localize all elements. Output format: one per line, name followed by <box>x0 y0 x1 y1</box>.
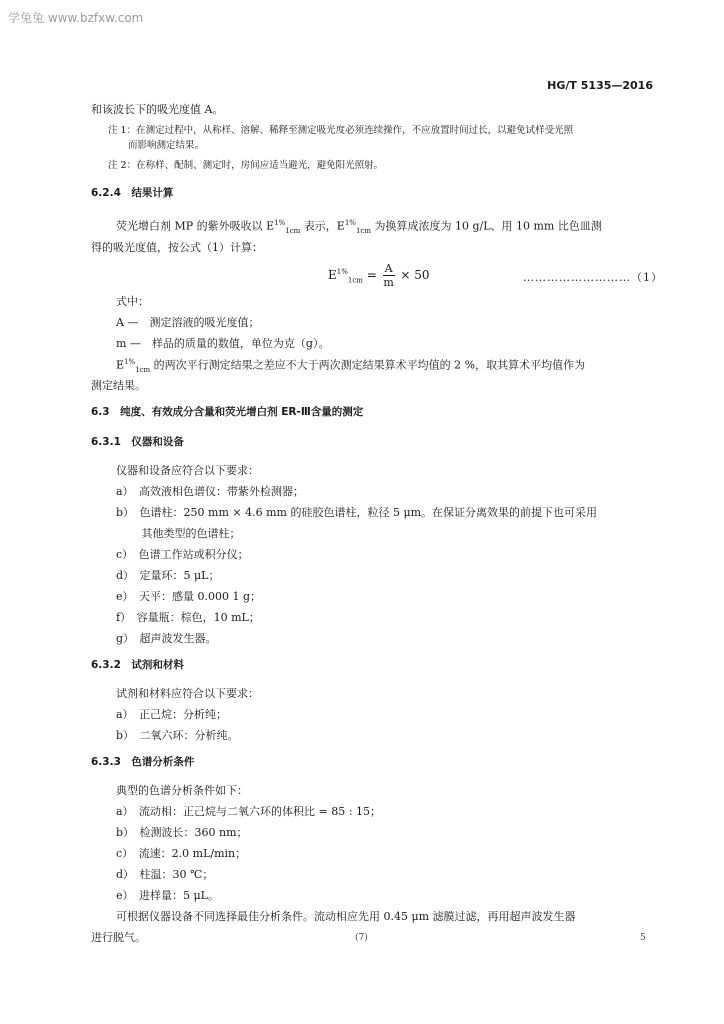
list-item-hexane: a） 正己烷：分析纯； <box>116 708 228 721</box>
where-label: 式中： <box>116 295 149 308</box>
requirement-reagents: 试剂和材料应符合以下要求： <box>116 687 259 700</box>
requirement-conditions: 典型的色谱分析条件如下： <box>116 784 248 797</box>
formula-number: ………………………（1） <box>523 271 663 284</box>
heading-6-3: 6.3 纯度、有效成分含量和荧光增白剂 ER-Ⅲ含量的测定 <box>91 406 364 418</box>
heading-6-3-1: 6.3.1 仪器和设备 <box>91 436 184 448</box>
list-item-injection: e） 进样量：5 μL。 <box>116 889 219 902</box>
list-item-column-line-2: 其他类型的色谱柱； <box>116 527 241 540</box>
document-number: HG/T 5135—2016 <box>547 79 653 92</box>
list-item-flow-rate: c） 流速：2.0 mL/min； <box>116 847 247 860</box>
formula-1: $E^{1\%}_{1cm}$ = $\frac{A}{m}$ × 50 <box>328 262 430 290</box>
list-item-dioxane: b） 二氧六环：分析纯。 <box>116 729 239 742</box>
list-item-balance: e） 天平：感量 0.000 1 g； <box>116 590 262 603</box>
list-item-wavelength: b） 检测波长：360 nm； <box>116 826 248 839</box>
heading-6-2-4: 6.2.4 结果计算 <box>91 187 174 199</box>
list-item-workstation: c） 色谱工作站或积分仪； <box>116 548 249 561</box>
list-item-loop: d） 定量环：5 μL； <box>116 569 220 582</box>
watermark: 学兔兔 www.bzfxw.com <box>8 11 144 25</box>
note-1-line-2: 而影响测定结果。 <box>128 140 205 151</box>
paragraph-conditions-line-1: 可根据仪器设备不同选择最佳分析条件。流动相应先用 0.45 μm 滤膜过滤，再用超声波发生器 <box>116 910 576 923</box>
list-item-hplc: a） 高效液相色谱仪：带紫外检测器； <box>116 485 305 498</box>
list-item-column-line-1: b） 色谱柱：250 mm × 4.6 mm 的硅胶色谱柱，粒径 5 μm。在保证分离效果的前提下也可采用 <box>116 506 598 519</box>
paragraph-conditions-line-2: 进行脱气。 <box>91 931 146 944</box>
definition-m: m — 样品的质量的数值，单位为克（g）。 <box>116 337 330 350</box>
list-item-mobile-phase: a） 流动相：正己烷与二氧六环的体积比 = 85 : 15； <box>116 805 381 818</box>
definition-A: A — 测定溶液的吸光度值； <box>116 316 260 329</box>
list-item-flask: f） 容量瓶：棕色，10 mL； <box>116 611 260 624</box>
note-2: 注 2：在称样、配制、测定时，房间应适当避光，避免阳光照射。 <box>108 160 384 171</box>
list-item-column-temp: d） 柱温：30 ℃； <box>116 868 214 881</box>
heading-6-3-3: 6.3.3 色谱分析条件 <box>91 756 195 768</box>
paragraph-uv-absorption-line-1: 荧光增白剂 MP 的紫外吸收以 $E^{1\%}_{1cm}$ 表示，$E^{1\%}_{1cm}$ 为换算成浓度为 10 g/L、用 10 mm 比色皿测 <box>116 219 602 235</box>
note-1-line-1: 注 1：在测定过程中，从称样、溶解、稀释至测定吸光度必须连续操作，不应放置时间过长，以避免试样受光照 <box>108 125 574 136</box>
list-item-ultrasonic: g） 超声波发生器。 <box>116 632 217 645</box>
heading-6-3-2: 6.3.2 试剂和材料 <box>91 659 184 671</box>
continuation-line: 和该波长下的吸光度值 A。 <box>91 103 224 116</box>
footer-mark: (7) <box>355 933 368 943</box>
requirement-instruments: 仪器和设备应符合以下要求： <box>116 464 259 477</box>
paragraph-uv-absorption-line-2: 得的吸光度值，按公式（1）计算： <box>91 241 263 254</box>
paragraph-parallel-line-1: $E^{1\%}_{1cm}$ 的两次平行测定结果之差应不大于两次测定结果算术平均值的 2 %，取其算术平均值作为 <box>116 358 586 374</box>
page-number: 5 <box>640 933 646 943</box>
paragraph-parallel-line-2: 测定结果。 <box>91 379 146 392</box>
